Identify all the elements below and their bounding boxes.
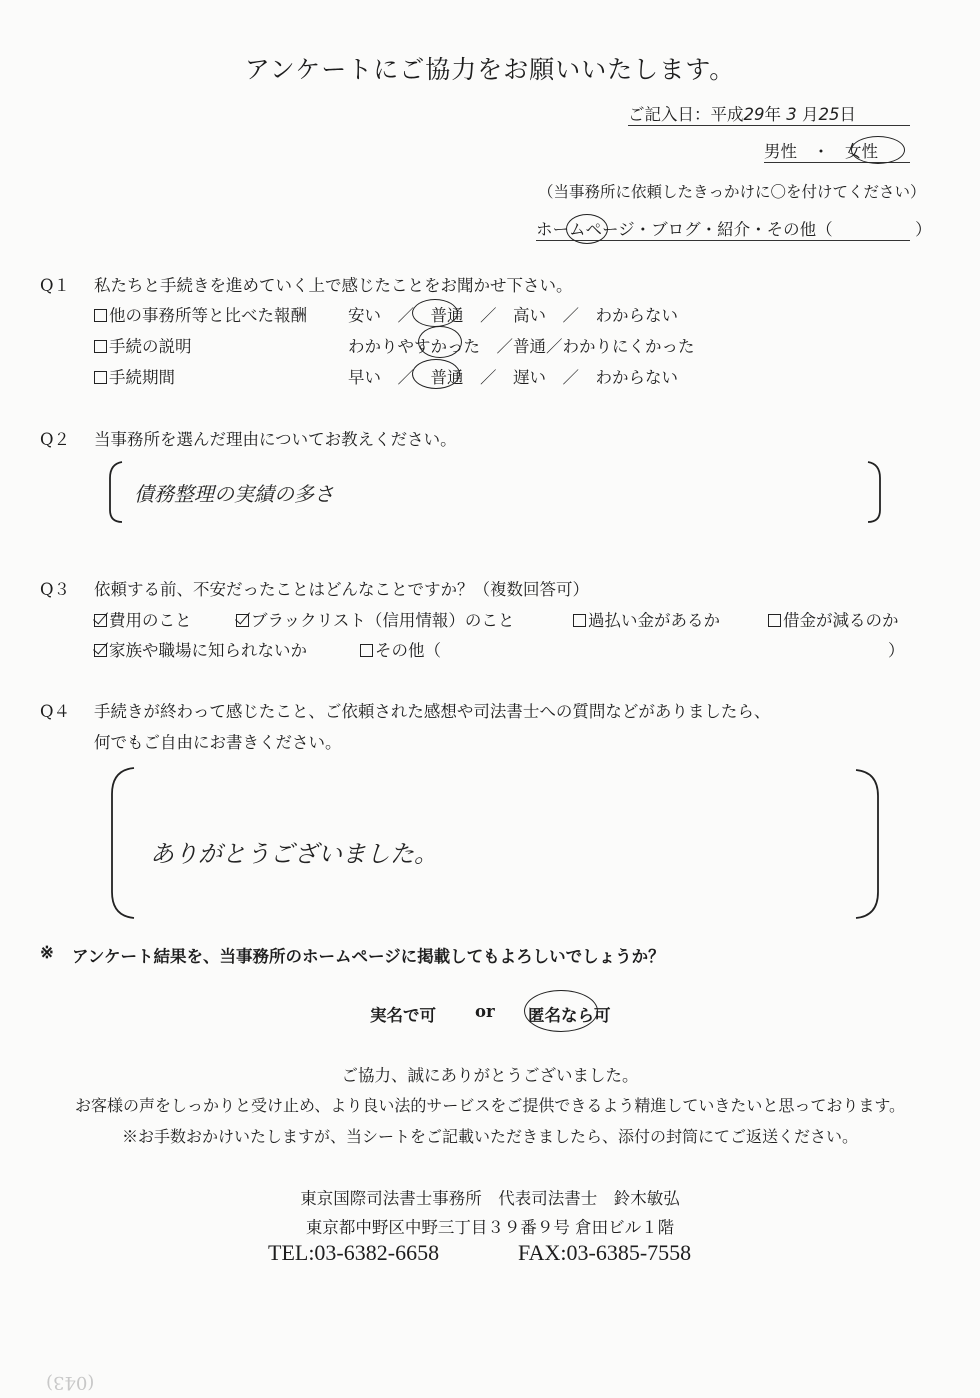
q4-question-line2: 何でもご自由にお書きください。 (94, 733, 342, 752)
q1-item-period[interactable] (94, 364, 175, 388)
publish-mark: ※ (40, 943, 54, 962)
publish-or: or (475, 1002, 495, 1021)
q1-label: Q１ (40, 276, 71, 295)
q3-option-overpayment[interactable] (573, 607, 720, 631)
checkbox-checked-icon[interactable] (236, 614, 249, 627)
q3-option-family-label: 家族や職場に知られないか (109, 641, 307, 660)
q3-option-other-label: その他（ (375, 641, 441, 660)
q1-item-explanation-options[interactable]: わかりやすかった ／普通／わかりにくかった (348, 337, 695, 356)
q1-item-fee[interactable] (94, 302, 307, 326)
q1-item-period-options[interactable]: 早い ／ 普通 ／ 遅い ／ わからない (348, 368, 678, 387)
q3-option-family[interactable] (94, 637, 307, 661)
q3-option-other[interactable] (360, 637, 441, 661)
footer-office: 東京国際司法書士事務所 代表司法書士 鈴木敏弘 (300, 1189, 680, 1208)
q1-item-explanation[interactable] (94, 333, 192, 357)
trigger-selected-circle (566, 214, 608, 244)
gender-female[interactable]: 女性 (845, 142, 878, 161)
q1-question: 私たちと手続きを進めていく上で感じたことをお聞かせ下さい。 (94, 276, 573, 295)
checkbox-icon[interactable] (94, 371, 107, 384)
checkbox-icon[interactable] (360, 644, 373, 657)
date-label: ご記入日：平成 (628, 105, 744, 124)
q1-period-selected-circle (412, 359, 460, 389)
date-day[interactable]: 25 (818, 105, 840, 124)
q3-question: 依頼する前、不安だったことはどんなことですか？（複数回答可） (94, 580, 589, 599)
date-year-suffix: 年 (764, 105, 781, 124)
q1-item-fee-label: 他の事務所等と比べた報酬 (109, 306, 307, 325)
q3-option-blacklist[interactable] (236, 607, 514, 631)
q3-option-blacklist-label: ブラックリスト（信用情報）のこと (251, 611, 515, 630)
checkbox-icon[interactable] (768, 614, 781, 627)
footer-address: 東京都中野区中野三丁目３９番９号 倉田ビル１階 (305, 1218, 675, 1237)
checkbox-icon[interactable] (573, 614, 586, 627)
trigger-options[interactable]: ホームページ・ブログ・紹介・その他（ ） (536, 216, 910, 241)
checkbox-checked-icon[interactable] (94, 614, 107, 627)
q4-question-line1: 手続きが終わって感じたこと、ご依頼された感想や司法書士への質問などがありましたら、 (94, 702, 771, 721)
corner-mark: (043) (46, 1372, 95, 1393)
publish-option-real[interactable]: 実名で可 (370, 1006, 436, 1025)
footer-return-note: ※お手数おかけいたしますが、当シートをご記載いただきましたら、添付の封筒にてご返送ください。 (121, 1127, 858, 1146)
q1-explanation-selected-circle (418, 326, 462, 358)
date-line (628, 101, 910, 126)
footer-fax: FAX:03-6385-7558 (518, 1240, 692, 1265)
checkbox-icon[interactable] (94, 340, 107, 353)
q1-item-period-label: 手続期間 (109, 368, 175, 387)
q3-other-close: ） (888, 641, 905, 660)
footer-message: お客様の声をしっかりと受け止め、より良い法的サービスをご提供できるよう精進していきたいと思っております。 (74, 1096, 906, 1115)
q2-question: 当事務所を選んだ理由についてお教えください。 (94, 430, 457, 449)
publish-question: アンケート結果を、当事務所のホームページに掲載してもよろしいでしょうか？ (72, 947, 665, 966)
q2-answer[interactable]: 債務整理の実績の多さ (134, 482, 334, 506)
q3-option-cost-label: 費用のこと (109, 611, 192, 630)
trigger-note: （当事務所に依頼したきっかけに〇を付けてください） (538, 183, 926, 201)
q2-label: Q２ (40, 430, 71, 449)
q4-answer[interactable]: ありがとうございました。 (150, 840, 438, 868)
checkbox-checked-icon[interactable] (94, 644, 107, 657)
gender-selected-circle (851, 136, 905, 164)
q3-option-debt-reduce-label: 借金が減るのか (783, 611, 899, 630)
survey-title: アンケートにご協力をお願いいたします。 (244, 55, 736, 84)
checkbox-icon[interactable] (94, 309, 107, 322)
q1-item-fee-options[interactable]: 安い ／ 普通 ／ 高い ／ わからない (348, 306, 678, 325)
q3-option-debt-reduce[interactable] (768, 607, 899, 631)
q4-label: Q４ (40, 702, 71, 721)
date-month-suffix: 月 (802, 105, 819, 124)
footer-tel: TEL:03-6382-6658 (268, 1240, 440, 1265)
gender-separator: ・ (812, 142, 830, 161)
q3-option-overpayment-label: 過払い金があるか (588, 611, 720, 630)
q1-fee-selected-circle (412, 299, 458, 327)
publish-option-anon[interactable]: 匿名なら可 (528, 1006, 611, 1025)
gender-male[interactable]: 男性 (764, 142, 797, 161)
date-year[interactable]: 29 (743, 105, 765, 124)
date-day-suffix: 日 (839, 105, 856, 124)
q1-item-explanation-label: 手続の説明 (109, 337, 192, 356)
date-month[interactable]: 3 (786, 105, 797, 124)
footer-thanks: ご協力、誠にありがとうございました。 (341, 1066, 639, 1085)
q3-option-cost[interactable] (94, 607, 192, 631)
q3-label: Q３ (40, 580, 71, 599)
publish-selected-circle (524, 990, 598, 1032)
